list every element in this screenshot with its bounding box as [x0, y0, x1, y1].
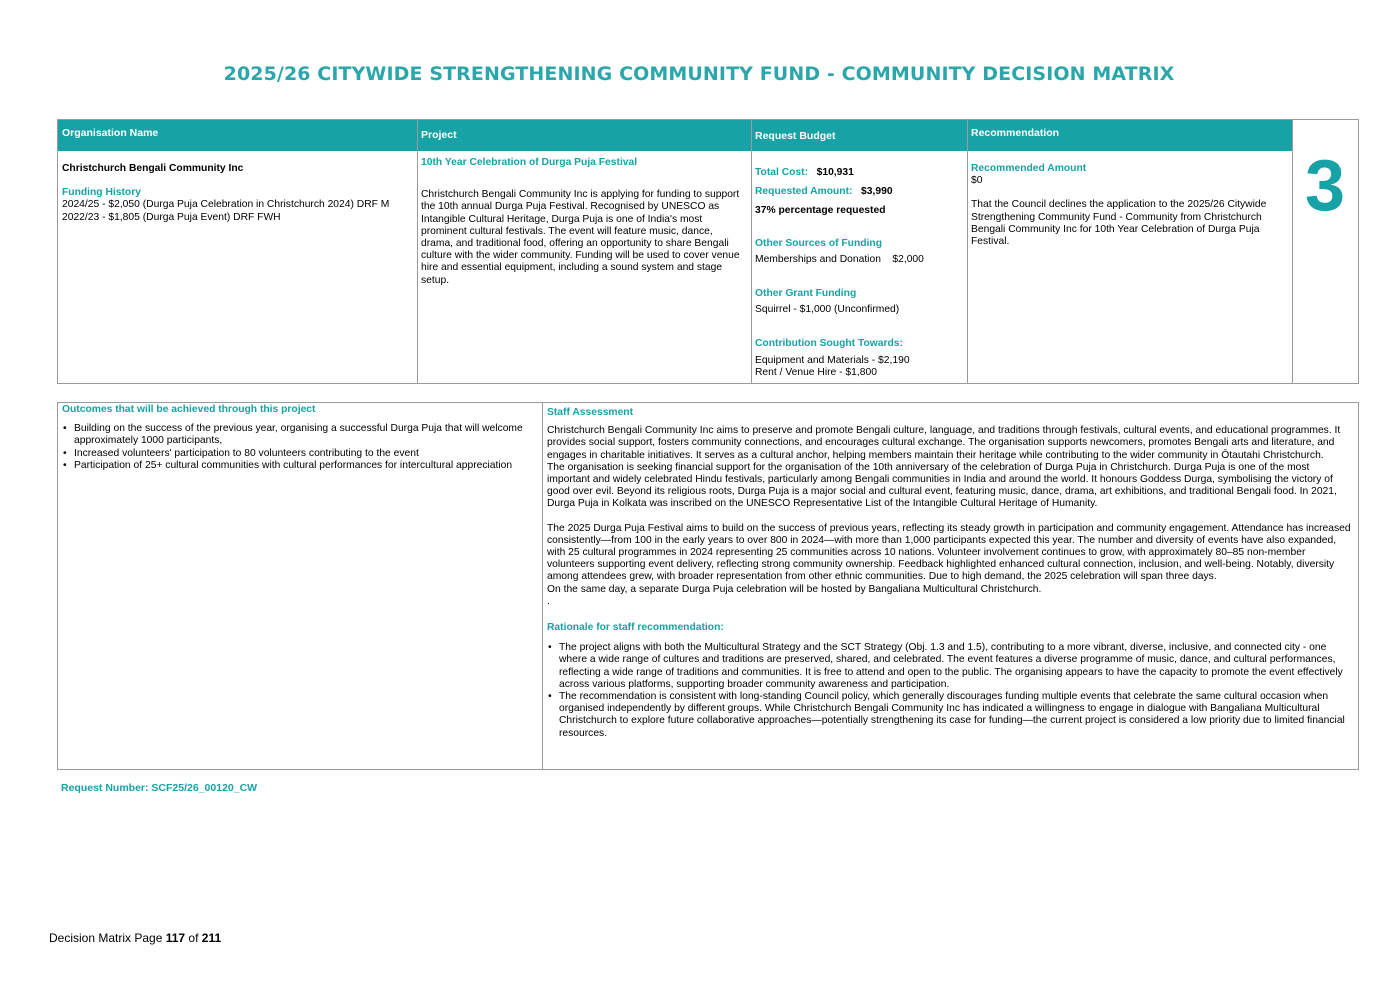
outcome-item: • Participation of 25+ cultural communities with cultural performances for intercultural appreciation [62, 460, 538, 472]
assessment-table [57, 402, 1359, 770]
footer-total-pages: 211 [201, 931, 222, 945]
assessment-paragraph: . [547, 595, 550, 607]
header-project: Project [417, 122, 751, 151]
contribution-item: Equipment and Materials - $2,190 [755, 354, 910, 366]
budget-cell [751, 151, 967, 383]
other-sources-item: Memberships and Donation [755, 253, 881, 265]
priority-number: 3 [1304, 146, 1346, 226]
organisation-name: Christchurch Bengali Community Inc [62, 163, 244, 174]
recommended-amount-label: Recommended Amount [971, 163, 1087, 174]
staff-assessment-label: Staff Assessment [547, 407, 634, 418]
rationale-label: Rationale for staff recommendation: [547, 622, 724, 634]
outcomes-label: Outcomes that will be achieved through this project [62, 404, 316, 415]
rationale-list [547, 642, 1354, 740]
outcome-item: • Building on the success of the previous year, organising a successful Durga Puja that will welcome approximately 1000 participants, [62, 423, 538, 447]
summary-table [57, 119, 1359, 384]
assessment-paragraph: On the same day, a separate Durga Puja celebration will be hosted by Bangaliana Multicultural Christchurch. [547, 583, 1042, 595]
page-title: 2025/26 CITYWIDE STRENGTHENING COMMUNITY FUND - COMMUNITY DECISION MATRIX [223, 63, 1175, 85]
footer-label: Decision Matrix Page [49, 931, 166, 945]
funding-history-item: 2022/23 - $1,805 (Durga Puja Event) DRF FWH [62, 211, 281, 223]
assessment-paragraph: Christchurch Bengali Community Inc aims to preserve and promote Bengali culture, language, and traditions through festivals, cultural events, and educational programmes. It provides social support, fosters community connections, and encourages cultural exchange. The organisation supports newcomers, promotes Bengali arts and literature, and engages in charitable initiatives. It serves as a cultural anchor, helping members maintain their heritage while contributing to the wider community in Ōtautahi Christchurch. [547, 425, 1341, 461]
funding-history-item: 2024/25 - $2,050 (Durga Puja Celebration in Christchurch 2024) DRF M [62, 199, 390, 211]
requested-amount-value: $3,990 [861, 186, 893, 198]
request-number: Request Number: SCF25/26_00120_CW [61, 782, 258, 794]
footer-page-number: 117 [165, 931, 186, 945]
header-organisation: Organisation Name [58, 120, 417, 151]
other-sources-label: Other Sources of Funding [755, 237, 882, 249]
organisation-cell [58, 151, 417, 383]
outcomes-list [62, 423, 538, 472]
total-cost-value: $10,931 [816, 167, 854, 178]
other-sources-amount: $2,000 [892, 253, 924, 265]
percentage-requested: 37% percentage requested [755, 205, 886, 217]
header-budget: Request Budget [751, 122, 967, 151]
outcome-item: • Increased volunteers' participation to 80 volunteers contributing to the event [62, 448, 538, 460]
other-grant-value: Squirrel - $1,000 (Unconfirmed) [755, 304, 900, 316]
project-title: 10th Year Celebration of Durga Puja Festival [421, 157, 638, 168]
total-cost-label: Total Cost: [755, 167, 809, 178]
page-footer [49, 932, 221, 944]
footer-of: of [185, 931, 202, 945]
staff-assessment-cell [543, 403, 1358, 769]
contribution-label: Contribution Sought Towards: [755, 338, 903, 350]
recommendation-cell [967, 151, 1292, 383]
recommendation-text: That the Council declines the application to the 2025/26 Citywide Strengthening Community Fund - Community from Christchurch Bengali Community Inc for 10th Year Celebration of Durga Puja Festival. [971, 199, 1267, 248]
contribution-item: Rent / Venue Hire - $1,800 [755, 366, 877, 378]
rationale-item: • The recommendation is consistent with long-standing Council policy, which generally discourages funding multiple events that celebrate the same cultural occasion when organised independently by different groups. While Christchurch Bengali Community Inc has indicated a willingness to engage in dialogue with Bangaliana Multicultural Christchurch to explore future collaborative approaches—potentially strengthening its case for funding—the current project is considered a low priority due to limited financial resources. [547, 691, 1354, 740]
requested-amount-label: Requested Amount: [755, 186, 853, 198]
rationale-item: • The project aligns with both the Multicultural Strategy and the SCT Strategy (Obj. 1.3 and 1.5), contributing to a more vibrant, diverse, inclusive, and connected city - one where a wide range of cultures and traditions are preserved, shared, and celebrated. The event features a diverse programme of music, dance, and cultural performances, reflecting a wide range of traditions and communities. It is free to attend and open to the public. The organising appears to have the capacity to promote the event effectively across various platforms, supporting broader community awareness and participation. [547, 642, 1354, 691]
project-cell [417, 151, 751, 383]
header-recommendation: Recommendation [967, 120, 1292, 151]
other-grant-label: Other Grant Funding [755, 288, 857, 300]
recommended-amount-value: $0 [971, 175, 983, 187]
assessment-paragraph: The organisation is seeking financial support for the organisation of the 10th anniversary of the celebration of Durga Puja in Christchurch. Durga Puja is one of the most important and widely celebrated Hindu festivals, particularly among Bengali communities in India and around the world. It honours Goddess Durga, symbolising the victory of good over evil. Beyond its religious roots, Durga Puja is a major social and cultural event, featuring music, dance, drama, art exhibitions, and traditional Bengali food. In 2021, Durga Puja in Kolkata was inscribed on the UNESCO Representative List of the Intangible Cultural Heritage of Humanity. [547, 461, 1337, 510]
assessment-paragraph: The 2025 Durga Puja Festival aims to build on the success of previous years, reflecting its steady growth in participation and community engagement. Attendance has increased consistently—from 100 in the early years to over 800 in 2024—with more than 1,000 participants expected this year. The number and diversity of events have also expanded, with 25 cultural programmes in 2024 representing 25 communities across 10 nations. Volunteer involvement continues to grow, with approximately 80–85 non-member volunteers supporting event delivery, reflecting strong community ownership. Feedback highlighted enhanced cultural connection, inclusion, and well-being. Notably, diversity among attendees grew, with broader representation from other ethnic communities. Due to high demand, the 2025 celebration will span three days. [547, 522, 1351, 583]
outcomes-cell [58, 403, 543, 769]
funding-history-label: Funding History [62, 187, 141, 199]
project-description: Christchurch Bengali Community Inc is applying for funding to support the 10th annual Durga Puja Festival. Recognised by UNESCO as Intangible Cultural Heritage, Durga Puja is one of India's most prominent cultural festivals. The event will feature music, dance, drama, and traditional food, offering an opportunity to share Bengali culture with the wider community. Funding will be used to cover venue hire and essential equipment, including a sound system and stage setup. [421, 189, 740, 286]
